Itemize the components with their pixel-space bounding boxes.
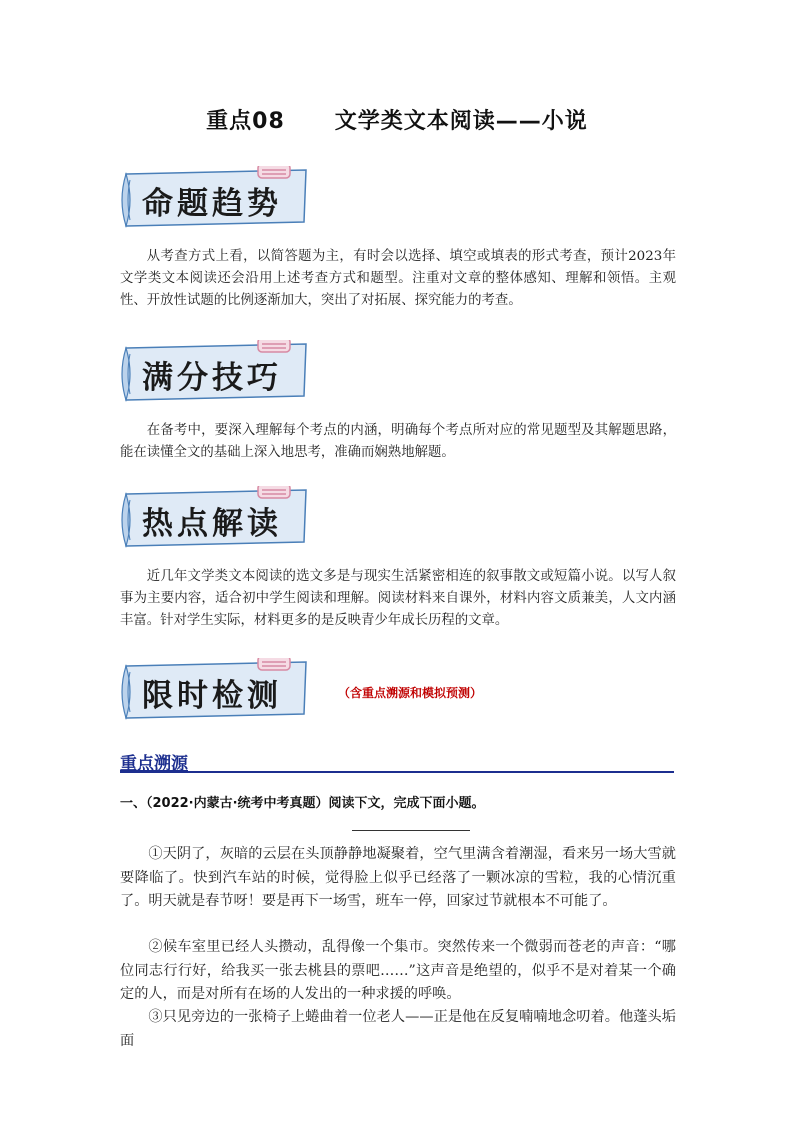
badge-test [120, 658, 310, 718]
title-prefix: 重点08 [206, 109, 285, 134]
title-main: 文学类文本阅读——小说 [334, 109, 588, 134]
paper-clip-icon [258, 340, 290, 352]
story-paragraph-2: ②候车室里已经人头攒动，乱得像一个集市。突然传来一个微弱而苍老的声音：“哪位同志行行好，给我买一张去桃县的票吧……”这声音是绝望的，似乎不是对着某一个确定的人，而是对所有在场的人发出的一种求援的呼唤。 [120, 939, 676, 1002]
badge-hotspot [120, 486, 310, 546]
badge-trend [120, 166, 310, 226]
badge-label: 限时检测 [142, 678, 282, 714]
section-heading [120, 749, 674, 773]
story-paragraph-1: ①天阴了，灰暗的云层在头顶静静地凝聚着，空气里满含着潮湿，看来另一场大雪就要降临了。快到汽车站的时候，觉得脸上似乎已经落了一颗冰凉的雪粒，我的心情沉重了。明天就是春节呀！要是再下一场雪，班车一停，回家过节就根本不可能了。 [120, 846, 676, 909]
section-heading-text: 重点溯源 [120, 754, 188, 774]
badge-label: 命题趋势 [142, 186, 282, 222]
badge-skills [120, 340, 310, 400]
paper-clip-icon [258, 166, 290, 178]
trend-paragraph: 从考查方式上看，以简答题为主，有时会以选择、填空或填表的形式考查，预计2023年文学类文本阅读还会沿用上述考查方式和题型。注重对文章的整体感知、理解和领悟。主观性、开放性试题的比例逐渐加大，突出了对拓展、探究能力的考查。 [120, 249, 676, 308]
divider [352, 830, 470, 831]
skills-paragraph: 在备考中，要深入理解每个考点的内涵，明确每个考点所对应的常见题型及其解题思路，能在读懂全文的基础上深入地思考，准确而娴熟地解题。 [120, 423, 676, 460]
page-title [0, 104, 794, 135]
story-paragraph-3: ③只见旁边的一张椅子上蜷曲着一位老人——正是他在反复喃喃地念叨着。他蓬头垢面 [120, 1009, 676, 1049]
question-prompt: 一、（2022·内蒙古·统考中考真题）阅读下文，完成下面小题。 [120, 796, 485, 811]
badge-label: 满分技巧 [142, 360, 282, 396]
hotspot-paragraph: 近几年文学类文本阅读的选文多是与现实生活紧密相连的叙事散文或短篇小说。以写人叙事为主要内容，适合初中学生阅读和理解。阅读材料来自课外，材料内容文质兼美，人文内涵丰富。针对学生实际，材料更多的是反映青少年成长历程的文章。 [120, 569, 676, 628]
paper-clip-icon [258, 486, 290, 498]
badge-label: 热点解读 [142, 506, 282, 542]
paper-clip-icon [258, 658, 290, 670]
test-note: （含重点溯源和模拟预测） [338, 686, 483, 700]
